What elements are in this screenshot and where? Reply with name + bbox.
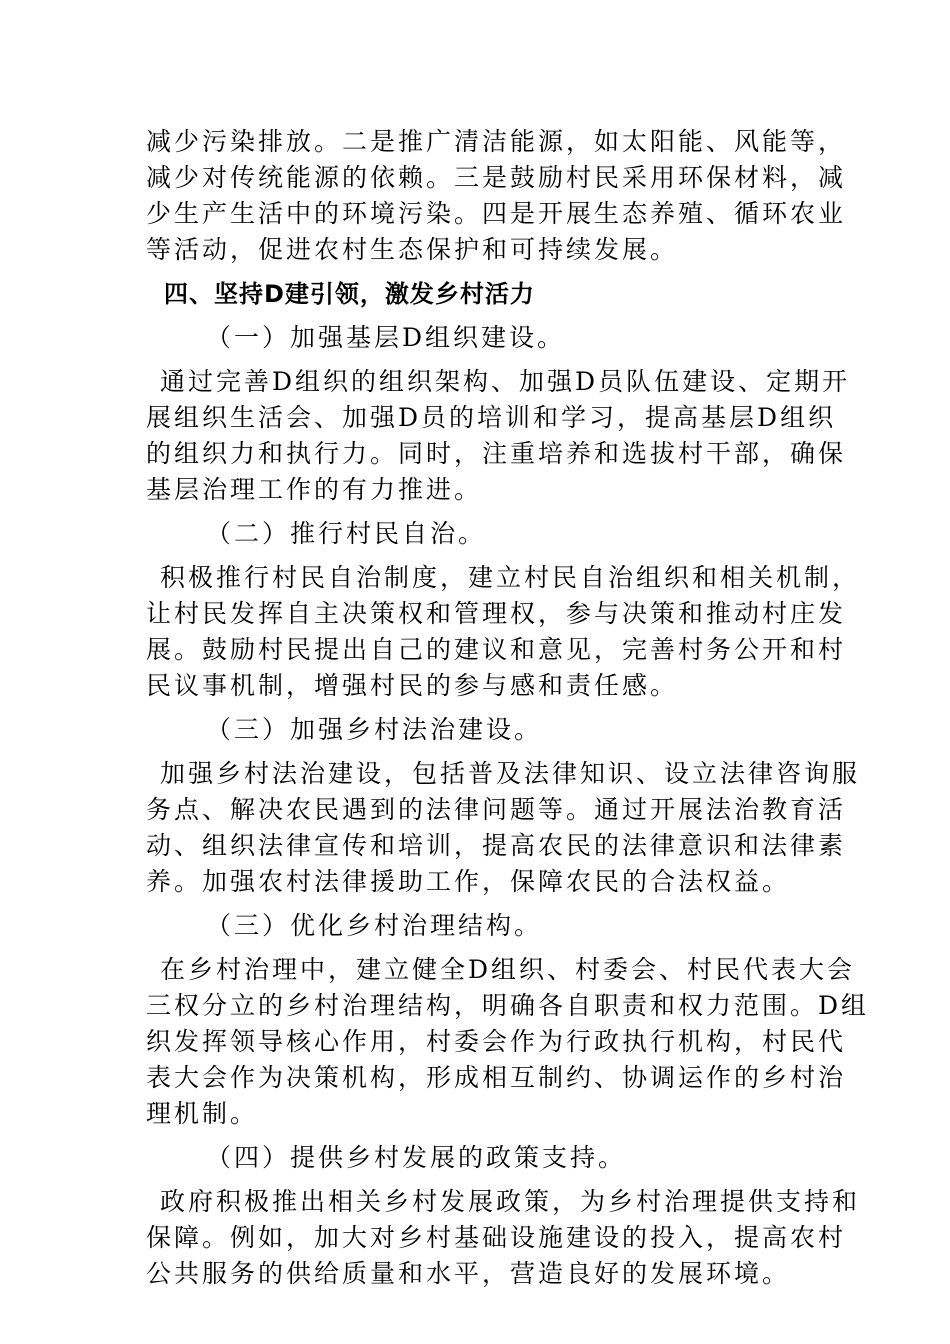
text-line: 民议事机制，增强村民的参与感和责任感。 [146, 671, 679, 700]
text-line: 让村民发挥自主决策权和管理权，参与决策和推动村庄发 [146, 599, 847, 628]
text-line: 减少对传统能源的依赖。三是鼓励村民采用环保材料，减 [146, 163, 847, 192]
text-line: （四）提供乡村发展的政策支持。 [206, 1143, 627, 1172]
subsection-heading [146, 908, 810, 944]
text-line: 公共服务的供给质量和水平，营造良好的发展环境。 [146, 1259, 791, 1288]
section-heading [146, 276, 810, 312]
text-line: 加强乡村法治建设，包括普及法律知识、设立法律咨询服 [160, 759, 861, 788]
text-line: 的组织力和执行力。同时，注重培养和选拔村干部，确保 [146, 439, 847, 468]
text-line: 务点、解决农民遇到的法律问题等。通过开展法治教育活 [146, 795, 847, 824]
subsection-heading [146, 1140, 810, 1176]
text-line: 养。加强农村法律援助工作，保障农民的合法权益。 [146, 867, 791, 896]
body-paragraph [146, 560, 861, 704]
text-line: 基层治理工作的有力推进。 [146, 475, 483, 504]
subsection-heading [146, 516, 810, 552]
text-line: 保障。例如，加大对乡村基础设施建设的投入，提高农村 [146, 1223, 847, 1252]
subsection-heading [146, 320, 810, 356]
body-paragraph [146, 364, 851, 508]
text-line: 四、坚持D建引领，激发乡村活力 [164, 280, 535, 308]
text-line: 少生产生活中的环境污染。四是开展生态养殖、循环农业 [146, 199, 847, 228]
body-paragraph [146, 124, 847, 268]
text-line: 展组织生活会、加强D员的培训和学习，提高基层D组织 [146, 403, 837, 432]
text-line: 展。鼓励村民提出自己的建议和意见，完善村务公开和村 [146, 635, 847, 664]
text-line: 通过完善D组织的组织架构、加强D员队伍建设、定期开 [160, 367, 851, 396]
text-line: 减少污染排放。二是推广清洁能源，如太阳能、风能等， [146, 127, 847, 156]
text-line: （三）加强乡村法治建设。 [206, 715, 543, 744]
text-line: （二）推行村民自治。 [206, 519, 487, 548]
text-line: 在乡村治理中，建立健全D组织、村委会、村民代表大会 [160, 955, 856, 984]
text-line: （一）加强基层D组织建设。 [206, 323, 566, 352]
text-line: 动、组织法律宣传和培训，提高农民的法律意识和法律素 [146, 831, 847, 860]
text-line: 政府积极推出相关乡村发展政策，为乡村治理提供支持和 [160, 1187, 861, 1216]
subsection-heading [146, 712, 810, 748]
text-line: 理机制。 [146, 1099, 259, 1128]
text-line: （三）优化乡村治理结构。 [206, 911, 543, 940]
text-line: 表大会作为决策机构，形成相互制约、协调运作的乡村治 [146, 1063, 847, 1092]
body-paragraph [146, 756, 861, 900]
body-paragraph [146, 1184, 861, 1292]
text-line: 三权分立的乡村治理结构，明确各自职责和权力范围。D组 [146, 991, 870, 1020]
body-paragraph [146, 952, 870, 1132]
text-line: 积极推行村民自治制度，建立村民自治组织和相关机制， [160, 563, 861, 592]
text-line: 等活动，促进农村生态保护和可持续发展。 [146, 235, 679, 264]
document-page [146, 124, 870, 1300]
text-line: 织发挥领导核心作用，村委会作为行政执行机构，村民代 [146, 1027, 847, 1056]
